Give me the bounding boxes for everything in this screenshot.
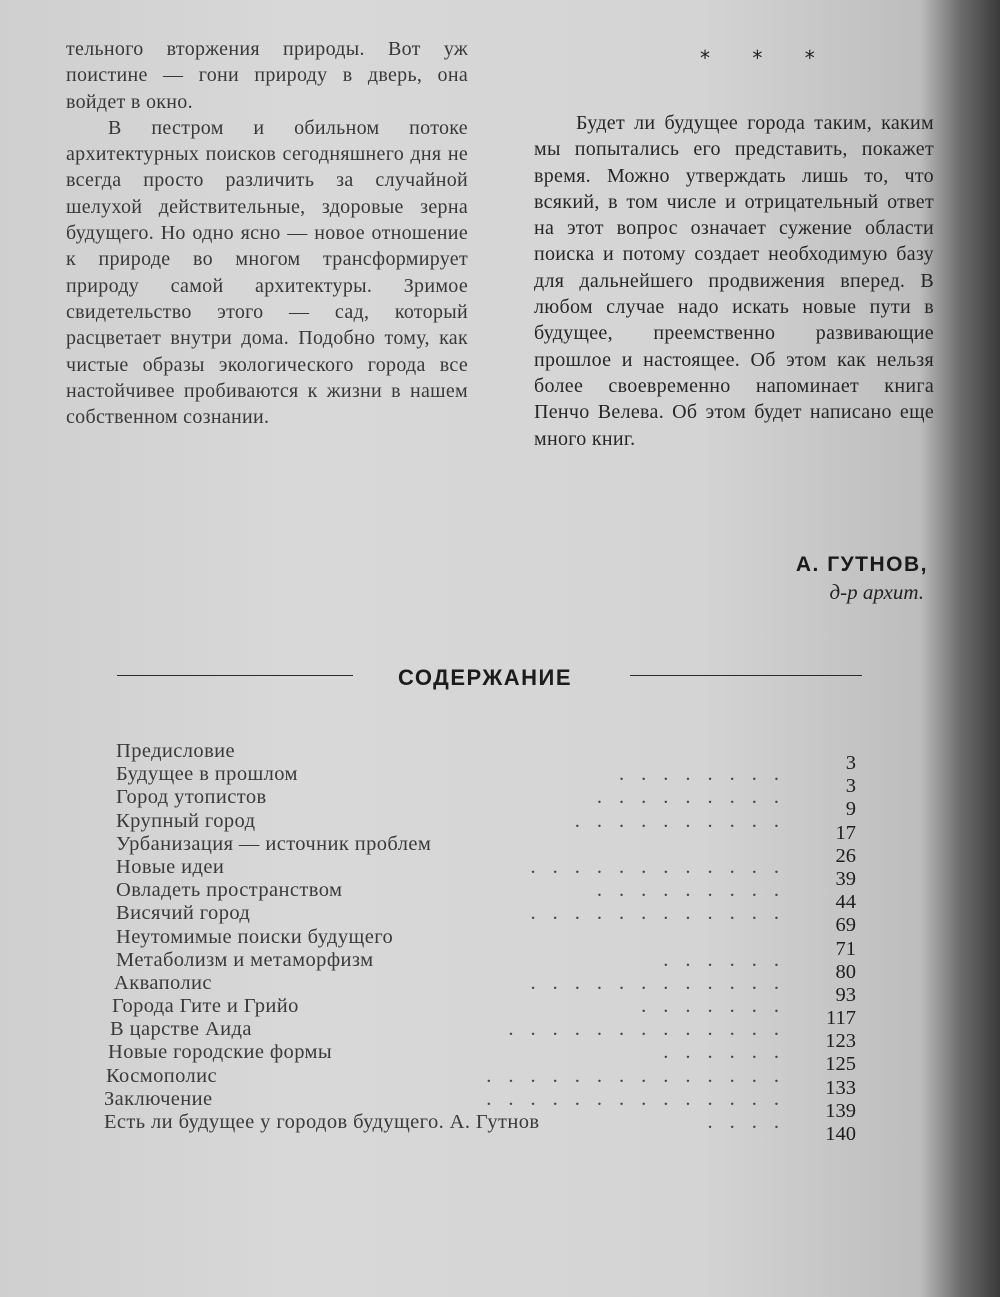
table-of-contents (104, 740, 856, 1145)
toc-entry-title: Заключение (104, 1087, 213, 1110)
toc-entry (104, 1111, 856, 1145)
toc-leader-dots: .... (707, 1111, 796, 1133)
toc-entry-page: 139 (825, 1099, 856, 1122)
toc-entry-page: 123 (825, 1030, 856, 1053)
paragraph: В пестром и обильном потоке архитектурных поисков сегодняшнего дня не всегда просто различить за случайной шелухой действительные, здоровые зерна будущего. Но одно ясно — новое отношение к природе во многом трансформирует природу самой архитектуры. Зримое свидетельство этого — сад, который расцветает внутри дома. Подобно тому, как чистые образы экологического города все настойчивее пробиваются к жизни в нашем собственном сознании. (66, 116, 468, 429)
toc-leader-dots: ............ (530, 971, 796, 994)
toc-entry-title: Овладеть пространством (116, 879, 343, 902)
toc-entry-page: 9 (845, 798, 856, 821)
toc-entry-title: В царстве Аида (110, 1018, 252, 1041)
toc-leader-dots: .......... (574, 809, 796, 832)
toc-entry-page: 69 (835, 914, 856, 937)
toc-entry-page: 26 (835, 844, 856, 867)
paragraph: Будет ли будущее города таким, каким мы попытались его представить, покажет время. Можно утверждать лишь то, что всякий, в том числе и отрицательный ответ на этот вопрос означает сужение области поиска и потому создает необходимую базу для дальнейшего продвижения вперед. В любом случае надо искать новые пути в будущее, преемственно развивающие прошлое и настоящее. Об этом как нельзя более своевременно напоминает книга Пенчо Велева. Об этом будет написано еще много книг. (534, 112, 934, 450)
toc-leader-dots: .............. (486, 1087, 796, 1110)
toc-entry-page: 39 (835, 867, 856, 890)
toc-entry-page: 3 (845, 775, 856, 798)
toc-leader-dots: ......... (596, 879, 796, 902)
left-text-column (66, 36, 468, 430)
toc-leader-dots: ............. (508, 1018, 796, 1041)
toc-entry-page: 80 (835, 960, 856, 983)
toc-entry-page: 140 (825, 1123, 856, 1145)
toc-entry-page: 3 (845, 752, 856, 774)
right-text-column (534, 110, 934, 452)
toc-leader-dots: .............. (486, 1064, 796, 1087)
toc-entry-title: Предисловие (116, 740, 236, 762)
toc-leader-dots: ............ (530, 902, 796, 925)
toc-heading: СОДЕРЖАНИЕ (398, 665, 573, 690)
toc-entry-page: 117 (826, 1007, 856, 1030)
toc-entry-title: Акваполис (114, 971, 212, 994)
toc-entry-title: Крупный город (116, 809, 256, 832)
toc-leader-dots: ......... (596, 786, 796, 809)
toc-entry-page: 125 (825, 1053, 856, 1076)
section-separator: * * * (700, 46, 833, 70)
author-degree: д-р архит. (829, 580, 924, 604)
toc-entry-title: Город утопистов (116, 786, 267, 809)
toc-entry-title: Новые городские формы (108, 1041, 333, 1064)
toc-entry-page: 44 (835, 891, 856, 914)
toc-leader-dots: ...... (663, 948, 796, 971)
toc-entry-title: Будущее в прошлом (116, 763, 298, 786)
toc-entry-title: Города Гите и Грийо (112, 995, 299, 1018)
toc-rule-left (117, 675, 353, 676)
paragraph: тельного вторжения природы. Вот уж поистине — гони природу в дверь, она войдет в окно. (66, 38, 468, 113)
toc-entry-page: 133 (825, 1076, 856, 1099)
toc-entry-title: Висячий город (116, 902, 251, 925)
toc-entry-title: Новые идеи (116, 855, 225, 878)
toc-entry-title: Урбанизация — источник проблем (116, 832, 432, 855)
toc-entry (104, 740, 856, 774)
toc-rule-right (630, 675, 862, 676)
toc-leader-dots: ........ (619, 763, 796, 786)
toc-leader-dots: ....... (641, 995, 796, 1018)
toc-entry-page: 17 (835, 821, 856, 844)
toc-entry-page: 71 (835, 937, 856, 960)
toc-leader-dots: ...... (663, 1041, 796, 1064)
toc-entry-title: Неутомимые поиски будущего (116, 925, 394, 948)
toc-entry-title: Есть ли будущее у городов будущего. А. Гутнов (104, 1111, 540, 1133)
toc-leader-dots: ............ (530, 855, 796, 878)
toc-entry-title: Метаболизм и метаморфизм (116, 948, 374, 971)
toc-entry-page: 93 (835, 983, 856, 1006)
author-signature: А. ГУТНОВ, (795, 553, 928, 576)
toc-entry-title: Космополис (106, 1064, 217, 1087)
